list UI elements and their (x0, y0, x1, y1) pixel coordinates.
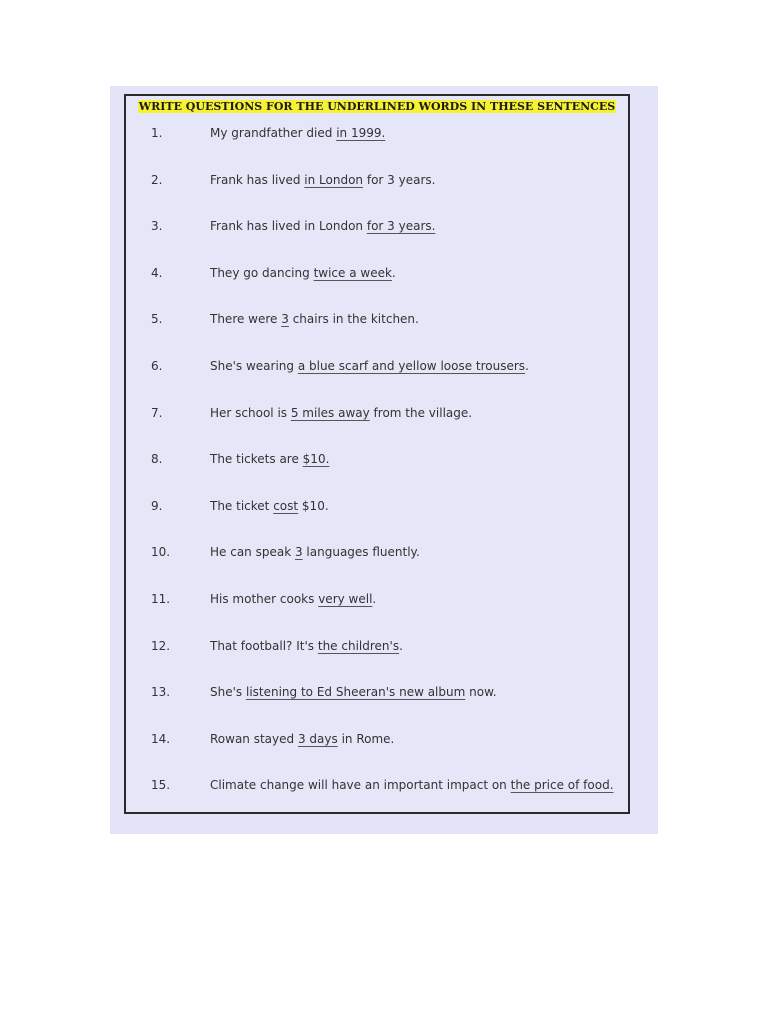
underlined-words: 3 (294, 545, 303, 560)
exercise-item (126, 263, 628, 283)
exercise-number: 15. (151, 778, 171, 793)
sentence-text: . (391, 265, 396, 280)
exercise-sentence (210, 263, 396, 283)
worksheet-page (110, 86, 658, 834)
exercise-item (126, 170, 628, 190)
underlined-words: listening to Ed Sheeran's new album (245, 685, 466, 700)
sentence-text: The tickets are (210, 452, 303, 467)
exercise-item (126, 589, 628, 609)
exercise-number: 3. (151, 219, 163, 234)
sentence-text: She's (210, 685, 246, 700)
exercise-item (126, 309, 628, 329)
worksheet-title-text: WRITE QUESTIONS FOR THE UNDERLINED WORDS IN THESE SENTENCES (138, 100, 616, 113)
underlined-words: 3 (281, 312, 289, 327)
exercise-sentence (210, 449, 329, 469)
sentence-text: That football? It's (210, 638, 318, 653)
underlined-words: cost (273, 498, 299, 513)
exercise-number: 4. (151, 265, 163, 280)
sentence-text: Frank has lived (210, 172, 305, 187)
sentence-text: His mother cooks (210, 592, 319, 606)
sentence-text: chairs in the kitchen. (288, 312, 419, 327)
underlined-words: 5 miles away (290, 405, 370, 420)
sentence-text: Frank has lived in London (210, 219, 367, 234)
exercise-number: 2. (151, 172, 163, 187)
exercise-number: 1. (151, 126, 163, 140)
sentence-text: She's wearing (210, 359, 298, 373)
exercise-sentence (210, 682, 497, 702)
sentence-text: There were (210, 312, 282, 327)
sentence-text: They go dancing (210, 265, 314, 280)
underlined-words: twice a week (313, 265, 392, 280)
exercise-number: 14. (151, 731, 171, 746)
sentence-text: now. (465, 685, 497, 700)
exercise-sentence (210, 496, 329, 516)
underlined-words: a blue scarf and yellow loose trousers (297, 359, 526, 373)
exercise-item (126, 775, 628, 795)
exercise-item (126, 403, 628, 423)
exercise-number: 9. (151, 498, 163, 513)
exercise-number: 12. (151, 638, 171, 653)
sentence-text: Rowan stayed (210, 731, 298, 746)
exercise-item (126, 123, 628, 143)
sentence-text: My grandfather died (210, 126, 337, 140)
exercise-sentence (210, 636, 403, 656)
worksheet-border (124, 94, 630, 814)
underlined-words: in 1999. (336, 126, 386, 140)
exercise-item (126, 542, 628, 562)
exercise-sentence (210, 356, 529, 376)
exercise-item (126, 496, 628, 516)
sentence-text: . (372, 592, 377, 606)
sentence-text: . (399, 638, 403, 653)
exercise-item (126, 682, 628, 702)
underlined-words: $10. (302, 452, 330, 467)
exercise-sentence (210, 123, 385, 143)
exercise-number: 8. (151, 452, 163, 467)
exercise-item (126, 449, 628, 469)
underlined-words: the price of food. (510, 778, 614, 793)
exercise-sentence (210, 589, 376, 609)
sentence-text: The ticket (210, 498, 274, 513)
sentence-text: Climate change will have an important impact on (210, 778, 511, 793)
sentence-text: in Rome. (337, 731, 395, 746)
underlined-words: for 3 years. (366, 219, 436, 234)
exercise-sentence (210, 170, 435, 190)
exercise-sentence (210, 403, 472, 423)
exercise-sentence (210, 729, 394, 749)
underlined-words: the children's (317, 638, 400, 653)
exercise-item (126, 216, 628, 236)
exercise-number: 10. (151, 545, 171, 560)
exercise-sentence (210, 309, 419, 329)
sentence-text: He can speak (210, 545, 295, 560)
exercise-number: 11. (151, 592, 171, 606)
exercise-sentence (210, 542, 420, 562)
exercise-sentence (210, 216, 435, 236)
exercise-item (126, 636, 628, 656)
underlined-words: in London (304, 172, 364, 187)
exercise-number: 6. (151, 359, 163, 373)
exercise-item (126, 356, 628, 376)
exercise-number: 5. (151, 312, 163, 327)
exercise-sentence (210, 775, 614, 795)
sentence-text: languages fluently. (302, 545, 420, 560)
worksheet-title (126, 100, 628, 114)
sentence-text: from the village. (369, 405, 473, 420)
exercise-item (126, 729, 628, 749)
underlined-words: 3 days (297, 731, 338, 746)
sentence-text: Her school is (210, 405, 291, 420)
exercise-number: 7. (151, 405, 163, 420)
exercise-number: 13. (151, 685, 171, 700)
sentence-text: . (525, 359, 529, 373)
underlined-words: very well (318, 592, 373, 606)
sentence-text: for 3 years. (363, 172, 436, 187)
sentence-text: $10. (298, 498, 329, 513)
